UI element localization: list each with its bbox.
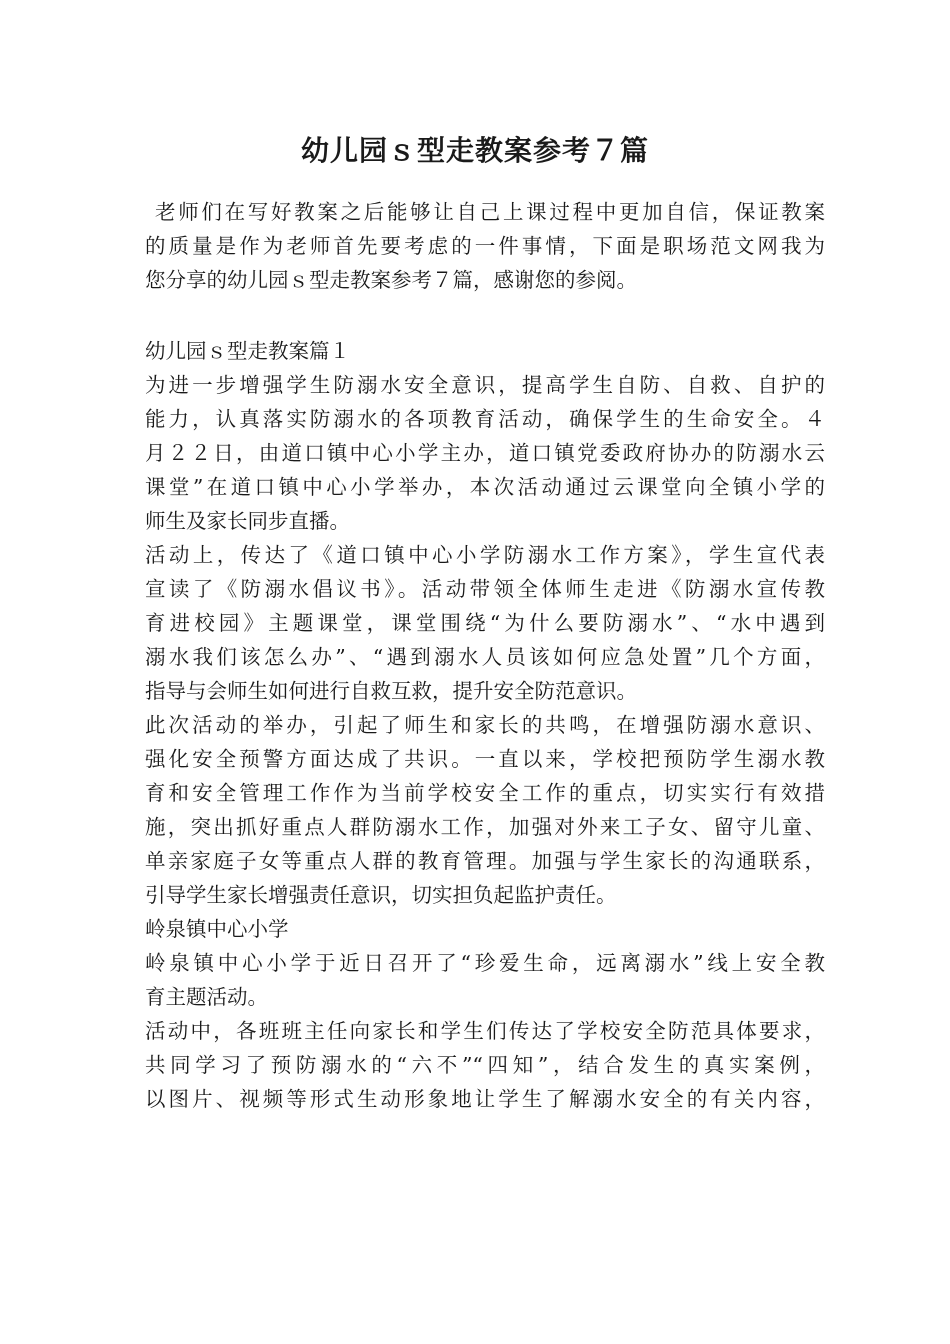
- document-body: [145, 195, 825, 1116]
- text-line: 育和安全管理工作作为当前学校安全工作的重点，切实实行有效措: [145, 781, 825, 805]
- text-line: 活动中，各班班主任向家长和学生们传达了学校安全防范具体要求，: [145, 1019, 825, 1043]
- document-title: 幼儿园ｓ型走教案参考７篇: [300, 134, 649, 167]
- text-line: 师生及家长同步直播。: [145, 509, 350, 533]
- school-heading: 岭泉镇中心小学: [145, 917, 289, 941]
- text-line: 课堂”在道口镇中心小学举办，本次活动通过云课堂向全镇小学的: [145, 475, 825, 499]
- text-line: 单亲家庭子女等重点人群的教育管理。加强与学生家长的沟通联系，: [145, 849, 825, 873]
- text-line: 月２２日，由道口镇中心小学主办，道口镇党委政府协办的防溺水云: [145, 441, 825, 465]
- paragraph-2: [145, 538, 825, 708]
- text-line: 的质量是作为老师首先要考虑的一件事情，下面是职场范文网我为: [145, 234, 825, 258]
- text-line: 育进校园》主题课堂，课堂围绕“为什么要防溺水”、“水中遇到: [145, 611, 825, 635]
- text-line: 您分享的幼儿园ｓ型走教案参考７篇，感谢您的参阅。: [145, 268, 637, 292]
- paragraph-gap: [145, 297, 825, 334]
- text-line: 宣读了《防溺水倡议书》。活动带领全体师生走进《防溺水宣传教: [145, 577, 825, 601]
- text-line: 共同学习了预防溺水的“六不”“四知”，结合发生的真实案例，: [145, 1053, 825, 1077]
- text-line: 以图片、视频等形式生动形象地让学生了解溺水安全的有关内容，: [145, 1087, 825, 1111]
- section-heading: 幼儿园ｓ型走教案篇１: [145, 339, 350, 363]
- text-line: 此次活动的举办，引起了师生和家长的共鸣，在增强防溺水意识、: [145, 713, 825, 737]
- paragraph-1: [145, 368, 825, 538]
- text-line: 育主题活动。: [145, 985, 268, 1009]
- text-line: 溺水我们该怎么办”、“遇到溺水人员该如何应急处置”几个方面，: [145, 645, 825, 669]
- text-line: 为进一步增强学生防溺水安全意识，提高学生自防、自救、自护的: [145, 373, 825, 397]
- paragraph-5: [145, 1014, 825, 1116]
- text-line: 岭泉镇中心小学于近日召开了“珍爱生命，远离溺水”线上安全教: [145, 951, 825, 975]
- paragraph-4: [145, 946, 825, 1014]
- text-line: 指导与会师生如何进行自救互救，提升安全防范意识。: [145, 679, 637, 703]
- text-line: 活动上，传达了《道口镇中心小学防溺水工作方案》，学生宣代表: [145, 543, 825, 567]
- paragraph-3: [145, 708, 825, 912]
- text-line: 引导学生家长增强责任意识，切实担负起监护责任。: [145, 883, 617, 907]
- text-line: 强化安全预警方面达成了共识。一直以来，学校把预防学生溺水教: [145, 747, 825, 771]
- text-line: 施，突出抓好重点人群防溺水工作，加强对外来工子女、留守儿童、: [145, 815, 825, 839]
- intro-paragraph: [145, 195, 825, 297]
- text-line: 能力，认真落实防溺水的各项教育活动，确保学生的生命安全。４: [145, 407, 825, 431]
- text-line: 老师们在写好教案之后能够让自己上课过程中更加自信，保证教案: [155, 200, 825, 224]
